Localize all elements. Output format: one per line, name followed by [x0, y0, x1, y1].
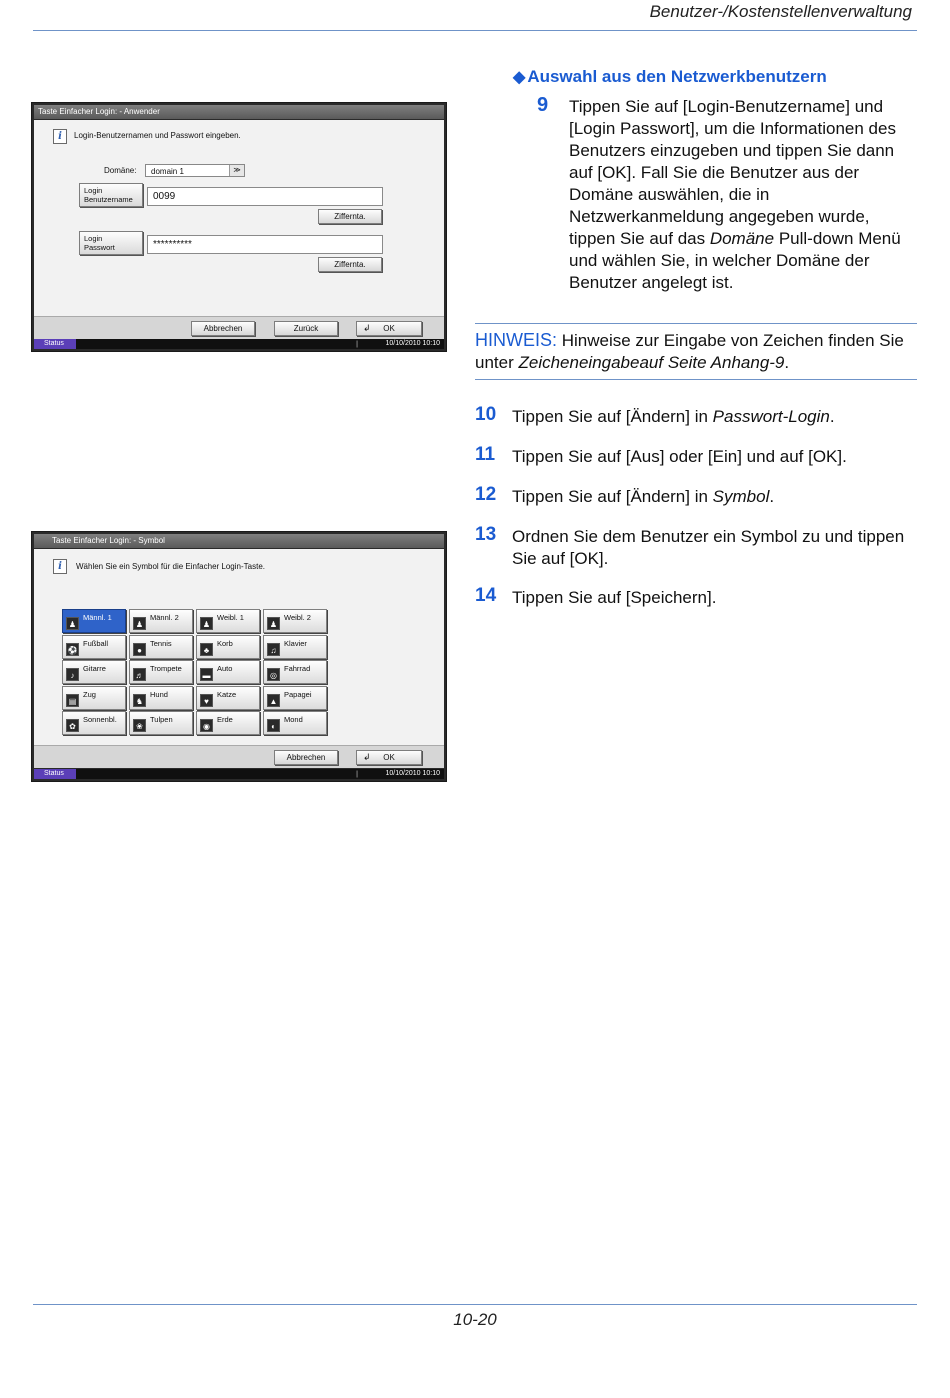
- step-text: [512, 486, 912, 508]
- cancel-button[interactable]: Abbrechen: [274, 750, 338, 765]
- hint-text: Hinweise zur Eingabe von Zeichen finden Sie unter: [475, 331, 904, 372]
- symbol-icon: ●: [133, 643, 146, 656]
- info-message: Login-Benutzernamen und Passwort eingeben.: [74, 131, 241, 140]
- symbol-label: Katze: [217, 689, 237, 699]
- symbol-icon: ♟: [66, 617, 79, 630]
- symbol-icon: ♪: [66, 668, 79, 681]
- symbol-label: Weibl. 2: [284, 613, 311, 622]
- symbol-label: Klavier: [284, 638, 307, 648]
- symbol-button[interactable]: [62, 686, 126, 710]
- login-password-button[interactable]: Login Passwort: [79, 231, 143, 255]
- symbol-button[interactable]: [263, 686, 327, 710]
- symbol-button[interactable]: [263, 609, 327, 633]
- symbol-icon: ♬: [133, 668, 146, 681]
- symbol-button[interactable]: [129, 711, 193, 735]
- hint-top-rule: [475, 323, 917, 324]
- step-number: 10: [475, 404, 497, 425]
- step-text-emphasis: Domäne: [709, 229, 775, 248]
- digits-keypad-button[interactable]: Ziffernta.: [318, 257, 382, 272]
- ok-label: OK: [383, 753, 395, 762]
- login-username-button[interactable]: Login Benutzername: [79, 183, 143, 207]
- footer-rule: [33, 1304, 917, 1305]
- back-button[interactable]: Zurück: [274, 321, 338, 336]
- symbol-icon: ▲: [267, 694, 280, 707]
- step-number: 9: [537, 94, 549, 116]
- screen-body: [34, 120, 444, 316]
- header-rule: [33, 30, 917, 31]
- symbol-button[interactable]: [263, 711, 327, 735]
- password-input[interactable]: **********: [147, 235, 383, 254]
- step-text: [569, 96, 919, 294]
- status-bar: [34, 769, 444, 779]
- info-icon: i: [53, 129, 67, 144]
- symbol-button[interactable]: [62, 711, 126, 735]
- step-text-part: Ordnen Sie dem Benutzer ein Symbol zu und tippen Sie auf [OK].: [512, 527, 905, 568]
- symbol-icon: ◎: [267, 668, 280, 681]
- status-time: 10/10/2010 10:10: [385, 770, 440, 777]
- ok-label: OK: [383, 324, 395, 333]
- symbol-label: Erde: [217, 715, 233, 724]
- symbol-label: Hund: [150, 689, 168, 699]
- status-time: 10/10/2010 10:10: [385, 340, 440, 347]
- screen-body: [34, 549, 444, 745]
- symbol-button[interactable]: [62, 609, 126, 633]
- symbol-button[interactable]: [263, 635, 327, 659]
- step-text-part: Tippen Sie auf [Ändern] in: [512, 487, 713, 506]
- symbol-icon: ♟: [133, 617, 146, 630]
- step-text-part: Tippen Sie auf [Speichern].: [512, 588, 717, 607]
- symbol-label: Sonnenbl.: [83, 715, 117, 724]
- symbol-button[interactable]: [263, 660, 327, 684]
- hint-label: HINWEIS:: [475, 330, 558, 350]
- status-separator: |: [356, 771, 358, 778]
- enter-icon: ↲: [363, 323, 371, 333]
- screen-title-bar: Taste Einfacher Login: - Anwender: [34, 105, 444, 119]
- step-text-part: Tippen Sie auf [Aus] oder [Ein] und auf [OK].: [512, 447, 847, 466]
- hint-box: [475, 329, 919, 374]
- symbol-icon: ◐: [267, 719, 280, 732]
- symbol-icon: ♟: [267, 617, 280, 630]
- diamond-icon: ◆: [513, 69, 526, 86]
- step-text: [512, 587, 912, 609]
- symbol-button[interactable]: [196, 711, 260, 735]
- symbol-icon: ▬: [200, 668, 213, 681]
- status-button[interactable]: Status: [34, 339, 76, 349]
- symbol-label: Männl. 1: [83, 613, 112, 622]
- info-icon: i: [53, 559, 67, 574]
- cancel-button[interactable]: Abbrechen: [191, 321, 255, 336]
- step-text-part: .: [829, 407, 835, 426]
- symbol-label: Korb: [217, 638, 233, 648]
- domain-value: domain 1: [151, 167, 184, 176]
- status-button[interactable]: Status: [34, 769, 76, 779]
- symbol-label: Weibl. 1: [217, 613, 244, 622]
- symbol-icon: ♫: [267, 643, 280, 656]
- symbol-button[interactable]: [129, 686, 193, 710]
- chevron-down-icon: ≫: [229, 165, 244, 176]
- hint-text: .: [784, 353, 790, 372]
- username-input[interactable]: 0099: [147, 187, 383, 206]
- hint-link-text: Zeicheneingabeauf Seite Anhang-9: [518, 353, 785, 372]
- ok-button[interactable]: [356, 321, 422, 336]
- screen-button-bar: [34, 316, 444, 339]
- symbol-label: Tulpen: [150, 715, 173, 724]
- digits-keypad-button[interactable]: Ziffernta.: [318, 209, 382, 224]
- screen-button-bar: [34, 745, 444, 768]
- screen-title-bar: Taste Einfacher Login: - Symbol: [34, 534, 444, 548]
- info-message: Wählen Sie ein Symbol für die Einfacher Login-Taste.: [76, 562, 265, 571]
- symbol-label: Tennis: [150, 638, 172, 648]
- symbol-icon: ♥: [200, 694, 213, 707]
- symbol-label: Männl. 2: [150, 613, 179, 622]
- symbol-screenshot: [31, 531, 447, 782]
- step-text-part: .: [769, 487, 775, 506]
- step-text-part: Tippen Sie auf [Ändern] in: [512, 407, 713, 426]
- symbol-icon: ❀: [133, 719, 146, 732]
- symbol-icon: ⚽: [66, 643, 79, 656]
- enter-icon: ↲: [363, 752, 371, 762]
- symbol-label: Mond: [284, 715, 303, 724]
- step-text-emphasis: Symbol: [712, 487, 770, 506]
- symbol-icon: ♣: [200, 643, 213, 656]
- symbol-button[interactable]: [196, 609, 260, 633]
- symbol-button[interactable]: [62, 635, 126, 659]
- symbol-icon: ♞: [133, 694, 146, 707]
- symbol-button[interactable]: [62, 660, 126, 684]
- step-text: [512, 406, 912, 428]
- page-number: 10-20: [453, 1310, 497, 1329]
- step-text-part: Tippen Sie auf [Login-Benutzername] und [Login Passwort], um die Informationen des Benutzers einzugeben und tippen Sie dann auf [OK]. Fall Sie die Benutzer aus der Domäne auswählen, die in Netzwerkanmeldung angegeben wurde, tippen Sie auf das: [569, 97, 896, 248]
- running-header: Benutzer-/Kostenstellenverwaltung: [649, 2, 912, 21]
- symbol-icon: ♟: [200, 617, 213, 630]
- step-number: 14: [475, 585, 497, 606]
- step-text-part: Pull-down Menü und wählen Sie, in welcher Domäne der Benutzer angelegt ist.: [569, 229, 901, 292]
- symbol-button[interactable]: [196, 660, 260, 684]
- domain-dropdown[interactable]: [145, 164, 245, 177]
- symbol-label: Zug: [83, 689, 96, 699]
- symbol-button[interactable]: [196, 686, 260, 710]
- symbol-icon: ◉: [200, 719, 213, 732]
- symbol-button[interactable]: [129, 609, 193, 633]
- step-number: 13: [475, 524, 497, 545]
- symbol-icon: ✿: [66, 719, 79, 732]
- symbol-label: Fußball: [83, 638, 109, 648]
- symbol-label: Papagei: [284, 689, 312, 699]
- symbol-label: Fahrrad: [284, 664, 311, 673]
- symbol-button[interactable]: [129, 635, 193, 659]
- hint-bottom-rule: [475, 379, 917, 380]
- symbol-label: Auto: [217, 664, 233, 673]
- section-heading: [513, 67, 827, 87]
- symbol-button[interactable]: [129, 660, 193, 684]
- step-number: 11: [475, 444, 496, 465]
- ok-button[interactable]: [356, 750, 422, 765]
- symbol-label: Gitarre: [83, 664, 106, 673]
- step-number: 12: [475, 484, 497, 505]
- section-heading-text: Auswahl aus den Netzwerkbenutzern: [527, 67, 827, 86]
- step-text-emphasis: Passwort-Login: [712, 407, 830, 426]
- step-text: [512, 446, 912, 468]
- status-bar: [34, 339, 444, 349]
- domain-label: Domäne:: [104, 166, 137, 175]
- symbol-label: Trompete: [150, 664, 182, 673]
- step-text: [512, 526, 912, 570]
- symbol-button[interactable]: [196, 635, 260, 659]
- login-screenshot: [31, 102, 447, 352]
- symbol-icon: ▤: [66, 694, 79, 707]
- status-separator: |: [356, 341, 358, 348]
